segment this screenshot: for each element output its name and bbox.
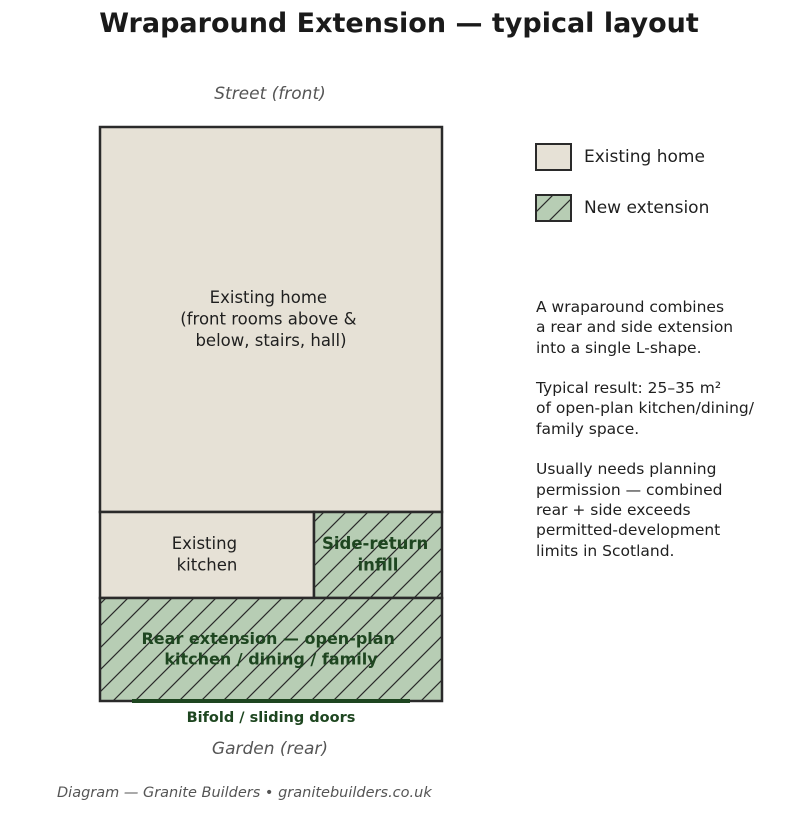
side-return-label-line: Side-return bbox=[322, 534, 429, 553]
doors-label: Bifold / sliding doors bbox=[186, 710, 356, 726]
existing-kitchen-label-line: Existing bbox=[171, 534, 238, 553]
existing-kitchen-label-line: kitchen bbox=[176, 555, 238, 575]
legend-label-new: New extension bbox=[584, 198, 710, 218]
legend-label-existing: Existing home bbox=[584, 147, 705, 167]
rear-extension-label-line: kitchen / dining / family bbox=[164, 649, 378, 669]
side-return-label-line: infill bbox=[357, 555, 399, 575]
existing-home-label-line: below, stairs, hall) bbox=[195, 331, 347, 350]
page-title: Wraparound Extension — typical layout bbox=[99, 8, 699, 39]
rear-extension-label bbox=[141, 629, 400, 669]
credit-line: Diagram — Granite Builders • granitebuilders.co.uk bbox=[57, 785, 432, 801]
note-paragraph: Typical result: 25–35 m² of open-plan kitchen/dining/ family space. bbox=[536, 379, 754, 438]
street-front-label: Street (front) bbox=[214, 84, 326, 104]
legend-swatch-new bbox=[536, 195, 571, 221]
rear-extension-label-line: Rear extension — open-plan bbox=[141, 629, 395, 648]
existing-home-label-line: Existing home bbox=[209, 288, 328, 307]
notes-panel bbox=[536, 297, 791, 581]
legend-swatch-existing bbox=[536, 144, 571, 170]
existing-home-label-line: (front rooms above & bbox=[180, 309, 357, 329]
garden-rear-label: Garden (rear) bbox=[211, 739, 329, 759]
note-paragraph: A wraparound combines a rear and side extension into a single L-shape. bbox=[536, 298, 734, 357]
note-paragraph: Usually needs planning permission — combined rear + side exceeds permitted-development limits in Scotland. bbox=[536, 460, 723, 560]
